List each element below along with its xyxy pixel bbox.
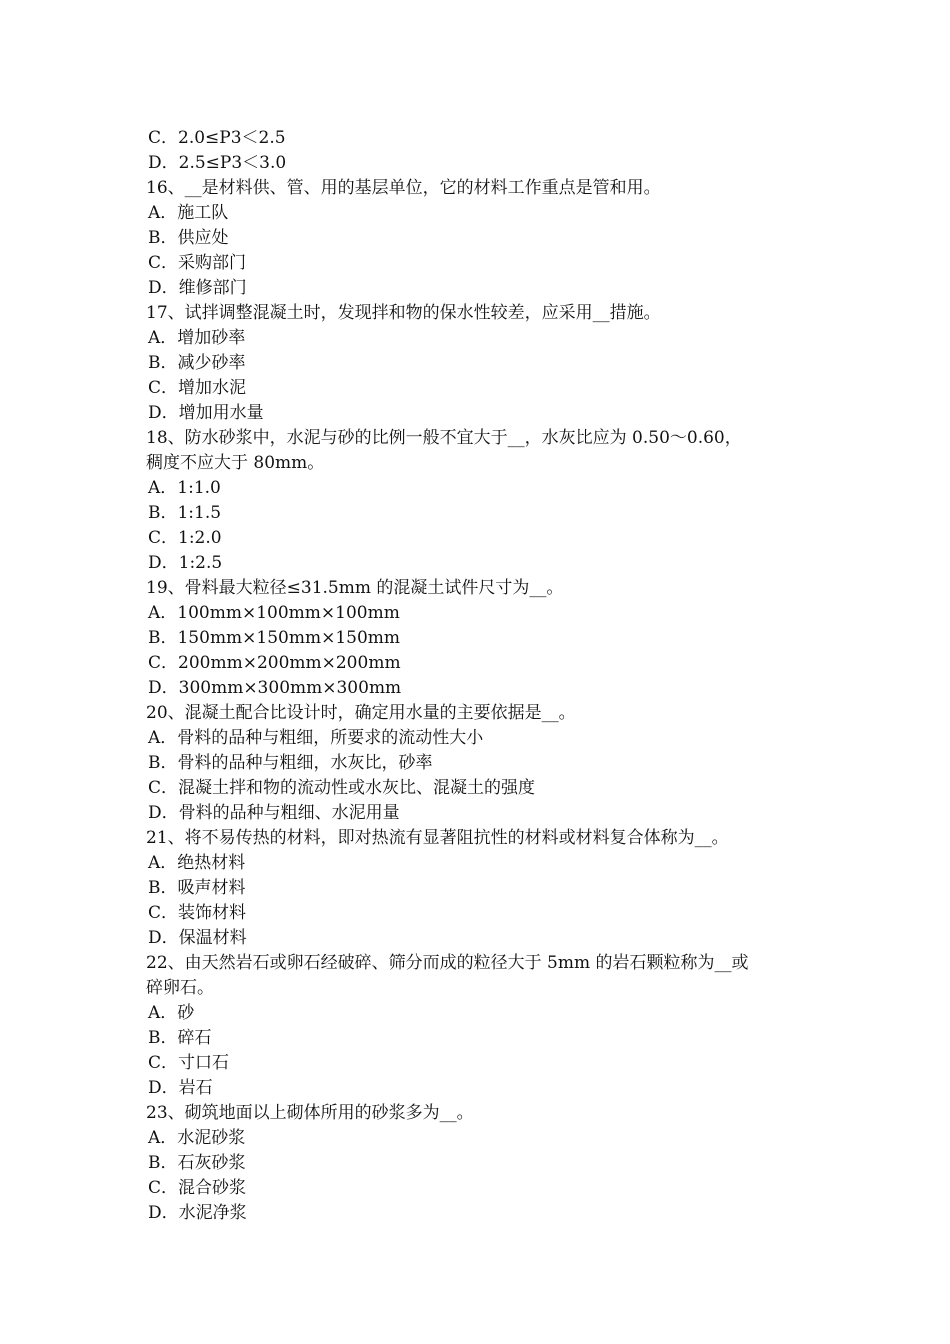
option-c: C．混凝土拌和物的流动性或水灰比、混凝土的强度 bbox=[148, 778, 536, 798]
option-a: A．增加砂率 bbox=[148, 328, 246, 348]
option-b: B．供应处 bbox=[148, 228, 229, 248]
question-stem-continued: 碎卵石。 bbox=[146, 978, 214, 998]
option-a: A．100mm×100mm×100mm bbox=[148, 603, 400, 623]
question-16 bbox=[146, 176, 826, 301]
question-stem-continued: 稠度不应大于 80mm。 bbox=[146, 453, 325, 473]
option-a: A．绝热材料 bbox=[148, 853, 246, 873]
question-stem: 18、防水砂浆中，水泥与砂的比例一般不宜大于__，水灰比应为 0.50～0.60， bbox=[146, 428, 742, 448]
question-list bbox=[146, 126, 826, 1226]
option-c: C．1:2.0 bbox=[148, 528, 222, 548]
question-23 bbox=[146, 1101, 826, 1226]
option-d: D．增加用水量 bbox=[148, 403, 264, 423]
option-d: D．1:2.5 bbox=[148, 553, 223, 573]
option-a: A．1:1.0 bbox=[148, 478, 221, 498]
option-c: C．装饰材料 bbox=[148, 903, 247, 923]
option-b: B．减少砂率 bbox=[148, 353, 246, 373]
option-b: B．1:1.5 bbox=[148, 503, 222, 523]
question-stem: 17、试拌调整混凝土时，发现拌和物的保水性较差，应采用__措施。 bbox=[146, 303, 661, 323]
option-d: D．骨料的品种与粗细、水泥用量 bbox=[148, 803, 400, 823]
question-stem: 22、由天然岩石或卵石经破碎、筛分而成的粒径大于 5mm 的岩石颗粒称为__或 bbox=[146, 953, 749, 973]
option-c: C．采购部门 bbox=[148, 253, 247, 273]
option-c: C．寸口石 bbox=[148, 1053, 230, 1073]
option-d: D．水泥净浆 bbox=[148, 1203, 247, 1223]
question-stem: 21、将不易传热的材料，即对热流有显著阻抗性的材料或材料复合体称为__。 bbox=[146, 828, 729, 848]
option-d: D．维修部门 bbox=[148, 278, 247, 298]
question-18 bbox=[146, 426, 826, 576]
option-b: B．碎石 bbox=[148, 1028, 212, 1048]
option-a: A．砂 bbox=[148, 1003, 195, 1023]
question-22 bbox=[146, 951, 826, 1101]
option-a: A．施工队 bbox=[148, 203, 229, 223]
option-line: C．2.0≤P3＜2.5 bbox=[148, 128, 286, 148]
question-stem: 20、混凝土配合比设计时，确定用水量的主要依据是__。 bbox=[146, 703, 576, 723]
option-d: D．保温材料 bbox=[148, 928, 247, 948]
option-a: A．水泥砂浆 bbox=[148, 1128, 246, 1148]
option-b: B．吸声材料 bbox=[148, 878, 246, 898]
question-21 bbox=[146, 826, 826, 951]
question-stem: 23、砌筑地面以上砌体所用的砂浆多为__。 bbox=[146, 1103, 474, 1123]
option-b: B．骨料的品种与粗细，水灰比，砂率 bbox=[148, 753, 433, 773]
option-b: B．石灰砂浆 bbox=[148, 1153, 246, 1173]
question-stem: 19、骨料最大粒径≤31.5mm 的混凝土试件尺寸为__。 bbox=[146, 578, 564, 598]
question-stem: 16、__是材料供、管、用的基层单位，它的材料工作重点是管和用。 bbox=[146, 178, 661, 198]
option-a: A．骨料的品种与粗细，所要求的流动性大小 bbox=[148, 728, 484, 748]
option-c: C．混合砂浆 bbox=[148, 1178, 247, 1198]
option-d: D．岩石 bbox=[148, 1078, 213, 1098]
option-d: D．300mm×300mm×300mm bbox=[148, 678, 402, 698]
option-c: C．200mm×200mm×200mm bbox=[148, 653, 401, 673]
option-c: C．增加水泥 bbox=[148, 378, 247, 398]
option-line: D．2.5≤P3＜3.0 bbox=[148, 153, 287, 173]
question-19 bbox=[146, 576, 826, 701]
option-b: B．150mm×150mm×150mm bbox=[148, 628, 401, 648]
question-20 bbox=[146, 701, 826, 826]
question-17 bbox=[146, 301, 826, 426]
